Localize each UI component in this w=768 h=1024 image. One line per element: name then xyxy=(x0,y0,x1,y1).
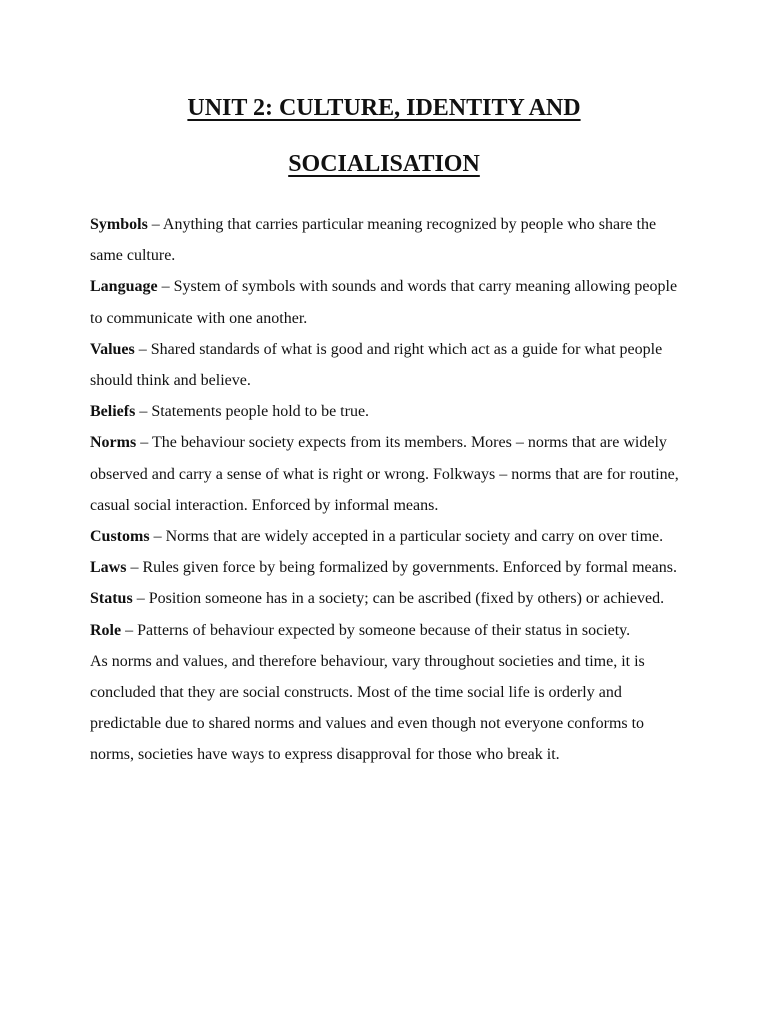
definition-separator: – xyxy=(121,621,138,639)
definition-term: Role xyxy=(90,621,122,639)
definition-term: Norms xyxy=(90,434,137,452)
definition-text: Norms that are widely accepted in a particular society and carry on over time. xyxy=(165,528,664,546)
definition-values xyxy=(90,334,690,396)
definition-norms xyxy=(90,427,690,521)
definition-text: Shared standards of what is good and right which act as a guide for what people should think and believe. xyxy=(90,340,663,390)
definition-customs xyxy=(90,521,690,552)
definition-text: Rules given force by being formalized by governments. Enforced by formal means. xyxy=(142,559,677,577)
closing-paragraph: As norms and values, and therefore behaviour, vary throughout societies and time, it is concluded that they are social constructs. Most of the time social life is orderly and predictable due to shared norms and values and even though not everyone conforms to norms, societies have ways to express disapproval for those who break it. xyxy=(90,652,645,764)
definition-separator: – xyxy=(134,340,151,358)
definition-term: Symbols xyxy=(90,216,148,233)
definition-separator: – xyxy=(132,590,149,608)
definition-term: Language xyxy=(90,278,158,296)
definition-laws xyxy=(90,552,690,583)
definition-term: Beliefs xyxy=(90,403,136,421)
definition-separator: – xyxy=(136,434,152,452)
title-line-2: SOCIALISATION xyxy=(288,151,480,177)
document-body xyxy=(90,209,690,771)
definition-term: Values xyxy=(90,340,135,358)
definition-separator: – xyxy=(135,403,152,421)
definition-text: Patterns of behaviour expected by someone because of their status in society. xyxy=(137,621,631,639)
definition-term: Customs xyxy=(90,528,150,546)
page-title xyxy=(90,80,678,192)
definition-text: Position someone has in a society; can be ascribed (fixed by others) or achieved. xyxy=(148,590,665,608)
definition-separator: – xyxy=(147,216,163,233)
definition-language xyxy=(90,271,690,333)
definition-symbols xyxy=(90,209,690,271)
definition-term: Status xyxy=(90,590,133,608)
definition-text: Statements people hold to be true. xyxy=(151,403,370,421)
title-line-1: UNIT 2: CULTURE, IDENTITY AND xyxy=(187,95,581,121)
definition-separator: – xyxy=(157,278,174,296)
definition-separator: – xyxy=(149,528,166,546)
definition-beliefs xyxy=(90,396,690,427)
definition-role xyxy=(90,615,690,646)
definition-text: Anything that carries particular meaning recognized by people who share the same culture. xyxy=(90,216,657,265)
definition-status xyxy=(90,583,690,614)
definition-separator: – xyxy=(126,559,143,577)
definition-text: System of symbols with sounds and words that carry meaning allowing people to communicate with one another. xyxy=(90,278,678,327)
definition-text: The behaviour society expects from its members. Mores – norms that are widely observed and carry a sense of what is right or wrong. Folkways – norms that are for routine, casual social interaction. Enforced by informal means. xyxy=(90,434,679,514)
definition-term: Laws xyxy=(90,559,127,577)
